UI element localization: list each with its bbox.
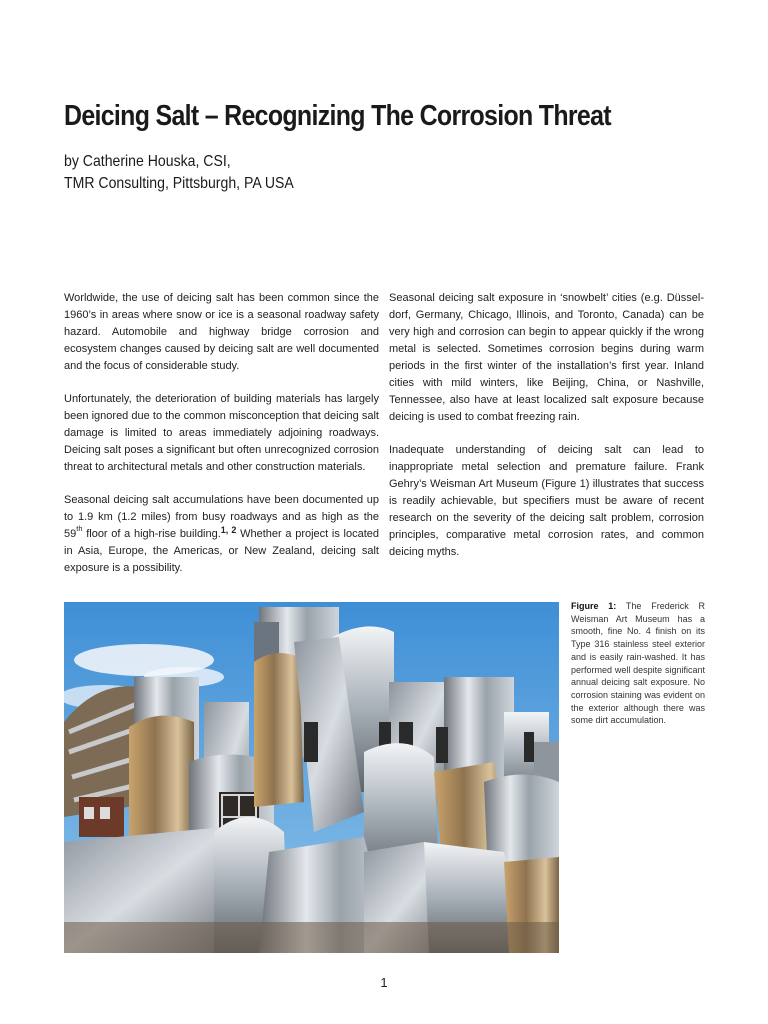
paragraph-text: floor of a high-rise building.: [82, 528, 221, 540]
paragraph: Unfortunately, the deterioration of building materials has largely been ignored due to the common misconception that deicing salt damage is limited to areas immediately adjoining roadways. Deicing salt poses a significant but often unrecognized corrosion threat to architectural metals and other construction materials.: [64, 393, 379, 473]
left-column: [64, 290, 379, 593]
page-number: 1: [380, 975, 388, 990]
museum-photo: [64, 602, 559, 953]
author-line: by Catherine Houska, CSI,: [64, 153, 231, 170]
right-column: [389, 290, 704, 577]
figure-label: Figure 1:: [571, 601, 617, 611]
paragraph-text: Seasonal deicing salt accumulations have been documented up to 1.9 km (1.2 miles) from busy roadways and as high as the 59: [64, 494, 379, 540]
article-title: Deicing Salt – Recognizing The Corrosion Threat: [64, 100, 611, 132]
affiliation-line: TMR Consulting, Pittsburgh, PA USA: [64, 175, 294, 192]
byline: [64, 151, 504, 195]
paragraph: Seasonal deicing salt exposure in ‘snowbelt’ cities (e.g. Düssel-dorf, Germany, Chicago, Illinois, and Toronto, Canada) can be very high and corrosion can begin to appear quickly if the wrong metal is selected. Sometimes corrosion begins during warm periods in the first winter of the installation’s first year. Inland cities with mild winters, like Beijing, China, or Nashville, Tennessee, also have at least localized salt exposure because deicing is used to combat freezing rain.: [389, 292, 704, 423]
figure-caption: [571, 600, 705, 727]
paragraph: [64, 492, 379, 577]
reference-marks: 1, 2: [220, 525, 237, 535]
paragraph: Worldwide, the use of deicing salt has been common since the 1960’s in areas where snow or ice is a seasonal roadway safety hazard. Automobile and highway bridge corrosion and ecosystem changes caused by deicing salt are well documented and the focus of considerable study.: [64, 292, 379, 372]
paragraph-text: Whether a project is located in Asia, Europe, the Americas, or New Zealand, deicing salt exposure is a possibility.: [64, 528, 380, 574]
ordinal-suffix: th: [76, 524, 83, 534]
caption-text: The Frederick R Weisman Art Museum has a smooth, fine No. 4 finish on its Type 316 stainless steel exterior and is easily rain-washed. It has performed well despite significant annual deicing salt exposure. No corrosion staining was evident on the exterior although there was some dirt accumulation.: [571, 601, 705, 726]
paragraph: Inadequate understanding of deicing salt can lead to inappropriate metal selection and premature failure. Frank Gehry’s Weisman Art Museum (Figure 1) illustrates that success is readily achievable, but specifiers must be aware of recent research on the severity of the deicing salt problem, corrosion principles, comparative metal corrosion rates, and common deicing myths.: [389, 444, 704, 558]
